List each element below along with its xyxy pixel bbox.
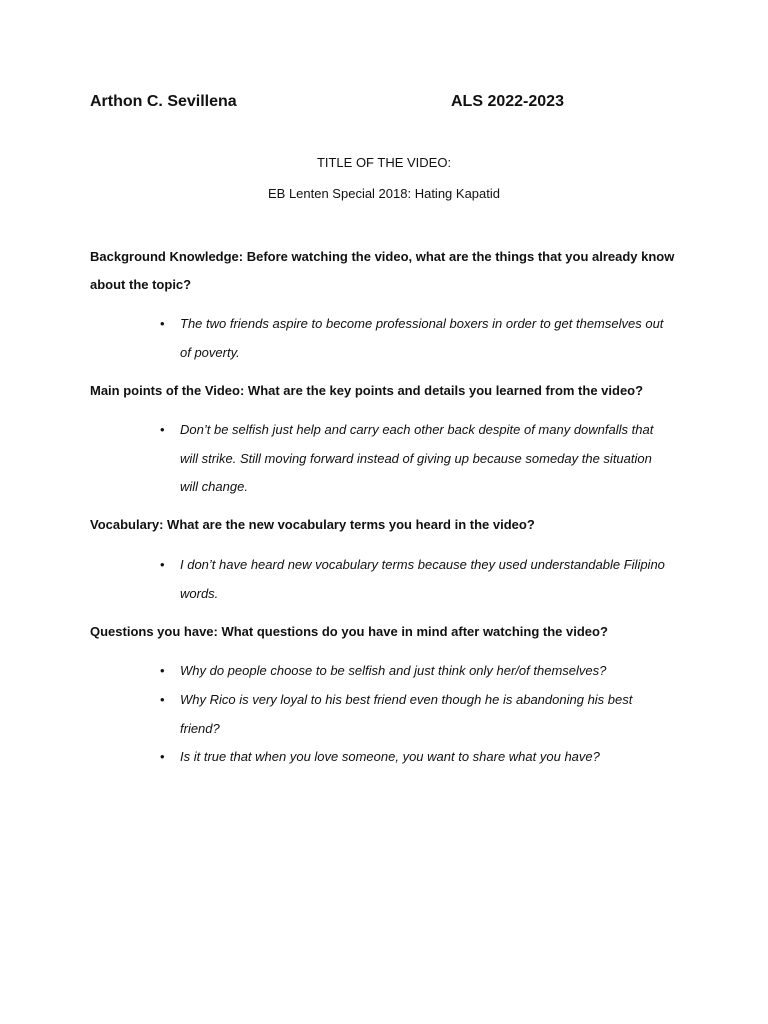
questions-answer-item (160, 686, 670, 743)
main-points-answer-text: Don’t be selfish just help and carry each other back despite of many downfalls that will strike. Still moving forward instead of giving up because someday the situation will change. (180, 422, 654, 494)
bullet-icon: • (160, 422, 165, 437)
vocabulary-answer-item (160, 551, 670, 608)
background-answer-item (160, 310, 670, 367)
questions-answer-item (160, 657, 670, 686)
vocabulary-answer-text: I don’t have heard new vocabulary terms because they used understandable Filipino words. (180, 557, 665, 601)
school-year: ALS 2022-2023 (451, 93, 564, 110)
video-title-label: TITLE OF THE VIDEO: (316, 155, 452, 170)
bullet-icon: • (160, 663, 165, 678)
bullet-icon: • (160, 749, 165, 764)
questions-question: Questions you have: What questions do you have in mind after watching the video? (90, 624, 608, 639)
background-answer-text: The two friends aspire to become professional boxers in order to get themselves out of poverty. (180, 316, 664, 360)
vocabulary-question: Vocabulary: What are the new vocabulary terms you heard in the video? (90, 517, 535, 532)
document-header (90, 93, 690, 115)
bullet-icon: • (160, 692, 165, 707)
main-points-question: Main points of the Video: What are the key points and details you learned from the video? (90, 383, 644, 398)
main-points-answer-item (160, 416, 670, 502)
background-question: Background Knowledge: Before watching the video, what are the things that you already know about the topic? (90, 249, 675, 292)
questions-answer-text: Why Rico is very loyal to his best friend even though he is abandoning his best friend? (180, 692, 633, 736)
bullet-icon: • (160, 316, 165, 331)
questions-answer-text: Why do people choose to be selfish and just think only her/of themselves? (180, 663, 607, 678)
bullet-icon: • (160, 557, 165, 572)
questions-answer-item (160, 743, 670, 772)
questions-answer-text: Is it true that when you love someone, you want to share what you have? (180, 749, 600, 764)
video-title: EB Lenten Special 2018: Hating Kapatid (267, 186, 500, 201)
author-name: Arthon C. Sevillena (90, 93, 237, 110)
